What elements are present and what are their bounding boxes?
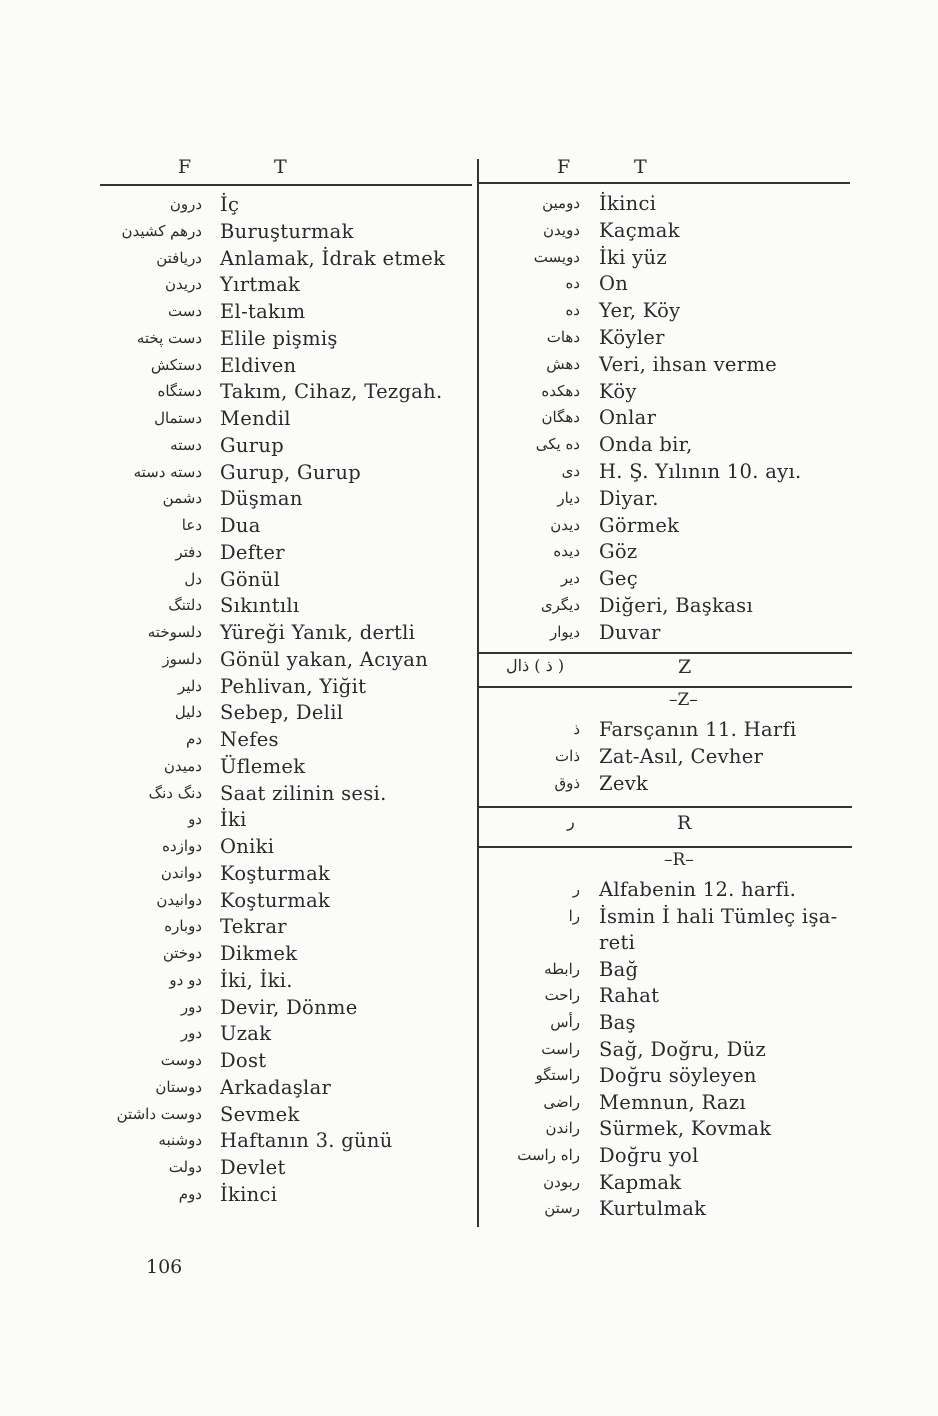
turkish-meaning: Baş [599, 1011, 636, 1034]
turkish-meaning: Tekrar [220, 915, 287, 939]
turkish-meaning: Duvar [599, 620, 661, 644]
turkish-meaning: Eldiven [220, 353, 297, 377]
turkish-meaning: Yırtmak [220, 273, 301, 297]
left-header-t: T [274, 156, 287, 178]
dictionary-entry [0, 1144, 938, 1171]
persian-term: ده یکی [535, 435, 580, 454]
dictionary-entry [0, 1011, 938, 1038]
persian-term: دیر [560, 569, 580, 588]
persian-term: دوباره [164, 917, 202, 936]
turkish-meaning: Alfabenin 12. harfi. [599, 878, 797, 901]
persian-term: دهش [546, 354, 580, 373]
turkish-meaning: Defter [220, 540, 285, 564]
persian-term: دیگری [540, 596, 580, 614]
turkish-meaning: İç [220, 193, 240, 216]
turkish-meaning: Dikmek [220, 942, 298, 965]
turkish-meaning: Rahat [599, 984, 660, 1008]
turkish-meaning: İkinci [220, 1182, 278, 1206]
persian-term: دلسوز [162, 649, 202, 668]
persian-term: دم [186, 730, 202, 748]
turkish-meaning: Mendil [220, 407, 291, 430]
dictionary-entry [0, 772, 938, 799]
persian-term: دلتنگ [168, 596, 202, 615]
turkish-meaning: On [599, 272, 629, 296]
persian-term: دلیر [177, 676, 202, 695]
persian-term: رابطه [544, 959, 580, 978]
turkish-meaning: İki, İki. [220, 968, 293, 992]
turkish-meaning: Dua [220, 514, 261, 537]
persian-term: دلیل [174, 703, 202, 722]
turkish-meaning: Anlamak, İdrak etmek [220, 246, 446, 270]
persian-term: دریدن [165, 275, 202, 294]
dictionary-entry [0, 406, 938, 433]
dictionary-entry [0, 246, 938, 273]
persian-term: ربودن [543, 1172, 580, 1191]
dictionary-entry [0, 540, 938, 567]
z-section-subheading: –Z– [669, 690, 698, 710]
dictionary-entry [0, 299, 938, 326]
persian-term: راندن [545, 1119, 580, 1138]
dictionary-entry [0, 1171, 938, 1198]
r-section-bottom-rule [479, 846, 852, 848]
persian-term: دوازده [162, 837, 202, 855]
turkish-meaning: Görmek [599, 513, 680, 537]
persian-term: دوانیدن [156, 890, 202, 909]
left-header-rule [100, 184, 472, 186]
dictionary-entry [0, 958, 938, 985]
turkish-meaning: Zevk [599, 772, 649, 795]
turkish-meaning: Sıkıntılı [220, 594, 300, 618]
persian-term: ده [565, 301, 580, 320]
persian-term: راستگو [535, 1066, 580, 1085]
persian-term: ده [565, 274, 580, 293]
turkish-meaning: Gurup [220, 433, 284, 457]
turkish-meaning: Koşturmak [220, 888, 331, 912]
turkish-meaning: İsmin İ hali Tümleç işa- [599, 904, 838, 928]
turkish-meaning: El-takım [220, 300, 306, 323]
persian-term: راحت [544, 986, 580, 1005]
persian-term: دسته دسته [133, 462, 202, 481]
persian-term: دسته [170, 435, 202, 454]
turkish-meaning: Buruşturmak [220, 219, 354, 243]
turkish-meaning: Sevmek [220, 1102, 300, 1126]
persian-term: دی [561, 462, 580, 480]
turkish-meaning: Geç [599, 567, 638, 591]
turkish-meaning: Gurup, Gurup [220, 460, 361, 484]
persian-term: دوختن [162, 944, 202, 962]
dictionary-entry [0, 718, 938, 745]
turkish-meaning: Uzak [220, 1022, 272, 1046]
persian-term: ذوق [554, 774, 580, 792]
persian-term: ذ [573, 720, 580, 738]
turkish-meaning: H. Ş. Yılının 10. ayı. [599, 460, 802, 483]
dictionary-entry [0, 326, 938, 353]
persian-term: دوشنبه [158, 1131, 202, 1150]
turkish-meaning: Köy [599, 379, 637, 403]
dictionary-entry [0, 1038, 938, 1065]
r-section-letter: R [677, 812, 692, 834]
r-section-top-rule [479, 806, 852, 808]
turkish-meaning: Doğru yol [599, 1144, 699, 1167]
turkish-meaning: Memnun, Razı [599, 1090, 746, 1114]
turkish-meaning: Yer, Köy [599, 299, 681, 323]
turkish-meaning: Dost [220, 1049, 267, 1072]
turkish-meaning: İki [220, 808, 247, 832]
persian-term: دیدن [550, 515, 580, 534]
persian-term: دهات [546, 328, 580, 346]
turkish-meaning: Pehlivan, Yiğit [220, 674, 367, 698]
persian-term: دل [184, 569, 202, 588]
dictionary-entry [0, 192, 938, 219]
z-section-persian-letter: ( ذ ) ذال [506, 656, 565, 675]
persian-term: دوست داشتن [116, 1104, 202, 1123]
persian-term: دواندن [160, 863, 202, 882]
dictionary-entry [0, 219, 938, 246]
persian-term: دنگ دنگ [148, 783, 202, 802]
dictionary-entry [0, 905, 938, 932]
right-header-t: T [634, 156, 647, 178]
persian-term: دور [180, 997, 202, 1016]
z-section-letter: Z [678, 656, 692, 678]
persian-term: دعا [181, 516, 202, 534]
persian-term: رستن [544, 1199, 580, 1218]
persian-term: دلسوخته [147, 623, 202, 641]
persian-term: دو [188, 810, 202, 829]
turkish-meaning: Zat-Asıl, Cevher [599, 745, 764, 768]
dictionary-entry [0, 594, 938, 621]
persian-term: رأس [550, 1013, 580, 1031]
turkish-meaning: Kaçmak [599, 218, 680, 242]
turkish-meaning: Sebep, Delil [220, 701, 344, 725]
turkish-meaning: Gönül yakan, Acıyan [220, 647, 429, 671]
dictionary-entry [0, 380, 938, 407]
turkish-meaning: Göz [599, 540, 638, 564]
turkish-meaning: Veri, ihsan verme [599, 352, 777, 376]
persian-term: راه راست [517, 1146, 580, 1164]
turkish-meaning: Farsçanın 11. Harfi [599, 718, 797, 741]
dictionary-entry [0, 272, 938, 299]
turkish-meaning: Bağ [599, 957, 639, 981]
persian-term: دیار [557, 488, 580, 507]
r-section-persian-letter: ر [567, 812, 575, 831]
turkish-meaning: Arkadaşlar [220, 1075, 332, 1099]
turkish-meaning: İkinci [599, 192, 657, 215]
turkish-meaning: Devlet [220, 1156, 286, 1179]
turkish-meaning: Kurtulmak [599, 1197, 707, 1221]
dictionary-entry [0, 835, 938, 862]
dictionary-entry [0, 878, 938, 905]
persian-term: دستکش [150, 355, 202, 374]
persian-term: درون [169, 195, 202, 213]
turkish-meaning: Diğeri, Başkası [599, 594, 753, 617]
dictionary-entry [0, 675, 938, 702]
turkish-meaning: Devir, Dönme [220, 995, 358, 1019]
r-section-subheading: –R– [664, 850, 694, 870]
dictionary-entry [0, 1197, 938, 1224]
persian-term: ر [572, 880, 580, 898]
dictionary-entry [0, 1117, 938, 1144]
dictionary-entry [0, 353, 938, 380]
turkish-meaning: reti [599, 931, 636, 955]
dictionary-entry [0, 487, 938, 514]
persian-term: دوست [160, 1051, 202, 1069]
persian-term: دفتر [175, 542, 202, 561]
turkish-meaning: Sağ, Doğru, Düz [599, 1037, 766, 1061]
turkish-meaning: Diyar. [599, 486, 659, 510]
persian-term: دستمال [154, 409, 202, 427]
turkish-meaning: İki yüz [599, 245, 667, 269]
turkish-meaning: Üflemek [220, 754, 306, 778]
persian-term: درهم کشیدن [121, 221, 202, 240]
turkish-meaning: Kapmak [599, 1170, 682, 1194]
persian-term: دولت [168, 1158, 202, 1176]
turkish-meaning: Elile pişmiş [220, 326, 338, 350]
persian-term: راست [541, 1039, 580, 1058]
turkish-meaning: Doğru söyleyen [599, 1064, 757, 1088]
dictionary-entry [0, 1091, 938, 1118]
turkish-meaning: Köyler [599, 326, 665, 349]
persian-term: دهگان [541, 408, 580, 427]
dictionary-entry [0, 567, 938, 594]
persian-term: دومین [542, 194, 580, 212]
dictionary-entry [0, 931, 938, 958]
persian-term: دوم [178, 1184, 202, 1203]
turkish-meaning: Yüreği Yanık, dertli [220, 621, 416, 644]
persian-term: دور [180, 1024, 202, 1043]
persian-term: دیده [553, 542, 580, 561]
z-section-top-rule [479, 652, 852, 654]
persian-term: راضی [543, 1092, 580, 1111]
turkish-meaning: Onlar [599, 406, 657, 430]
dictionary-entry [0, 808, 938, 835]
turkish-meaning: Haftanın 3. günü [220, 1129, 393, 1153]
dictionary-entry [0, 621, 938, 648]
right-header-f: F [557, 156, 571, 178]
persian-term: را [568, 906, 580, 925]
persian-term: دمیدن [163, 756, 202, 775]
left-header-f: F [178, 156, 192, 178]
persian-term: ذات [555, 747, 580, 765]
persian-term: دوستان [155, 1077, 202, 1096]
persian-term: دریافتن [156, 248, 202, 267]
dictionary-entry [0, 984, 938, 1011]
persian-term: دیوار [549, 622, 580, 641]
page-number: 106 [146, 1256, 183, 1278]
turkish-meaning: Koşturmak [220, 861, 331, 885]
persian-term: دستگاه [157, 382, 202, 401]
turkish-meaning: Gönül [220, 567, 281, 591]
turkish-meaning: Takım, Cihaz, Tezgah. [220, 380, 443, 404]
right-header-rule [479, 182, 850, 184]
persian-term: دهکده [541, 381, 580, 400]
dictionary-entry [0, 1064, 938, 1091]
turkish-meaning: Nefes [220, 728, 279, 751]
persian-term: دشمن [162, 489, 202, 508]
persian-term: دویست [533, 247, 580, 266]
dictionary-entry [0, 514, 938, 541]
persian-term: دو دو [169, 970, 202, 989]
dictionary-entry [0, 745, 938, 772]
turkish-meaning: Sürmek, Kovmak [599, 1117, 772, 1141]
turkish-meaning: Düşman [220, 487, 303, 511]
turkish-meaning: Oniki [220, 835, 275, 858]
turkish-meaning: Onda bir, [599, 433, 693, 457]
z-section-bottom-rule [479, 686, 852, 688]
turkish-meaning: Saat zilinin sesi. [220, 781, 387, 805]
dictionary-entry [0, 433, 938, 460]
persian-term: دست [168, 302, 202, 320]
persian-term: دست پخته [136, 328, 202, 347]
dictionary-entry [0, 460, 938, 487]
persian-term: دویدن [543, 220, 580, 239]
